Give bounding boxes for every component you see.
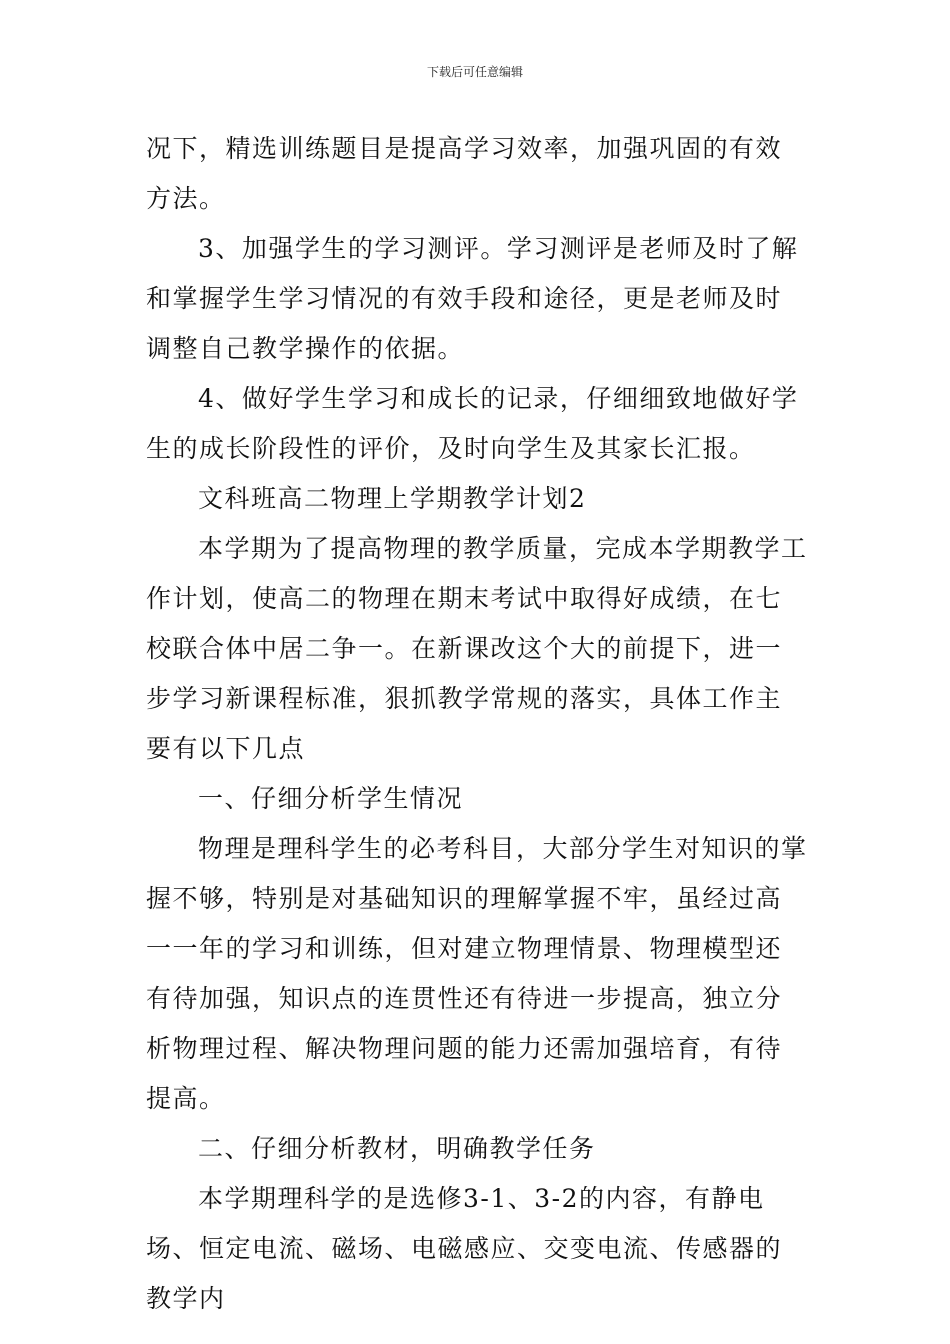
heading-student-analysis: 一、仔细分析学生情况 [198, 784, 464, 813]
heading-textbook-analysis: 二、仔细分析教材，明确教学任务 [198, 1134, 596, 1163]
section-title: 文科班高二物理上学期教学计划2 [198, 484, 587, 513]
paragraph-continued: 况下，精选训练题目是提高学习效率，加强巩固的有效方法。 [146, 134, 783, 213]
paragraph-student-analysis: 物理是理科学生的必考科目，大部分学生对知识的掌握不够，特别是对基础知识的理解掌握不牢，虽经过高一一年的学习和训练，但对建立物理情景、物理模型还有待加强，知识点的连贯性还有待进一步提高，独立分析物理过程、解决物理问题的能力还需加强培育，有待提高。 [146, 834, 808, 1113]
paragraph-intro: 本学期为了提高物理的教学质量，完成本学期教学工作计划，使高二的物理在期末考试中取得好成绩，在七校联合体中居二争一。在新课改这个大的前提下，进一步学习新课程标准，狠抓教学常规的落实，具体工作主要有以下几点 [146, 534, 808, 763]
paragraph-textbook-analysis: 本学期理科学的是选修3-1、3-2的内容，有静电场、恒定电流、磁场、电磁感应、交变电流、传感器的教学内 [146, 1184, 783, 1313]
document-body [146, 124, 808, 1324]
paragraph-item-4: 4、做好学生学习和成长的记录，仔细细致地做好学生的成长阶段性的评价，及时向学生及其家长汇报。 [146, 384, 799, 463]
paragraph-item-3: 3、加强学生的学习测评。学习测评是老师及时了解和掌握学生学习情况的有效手段和途径，更是老师及时调整自己教学操作的依据。 [146, 234, 799, 363]
page-header-note: 下载后可任意编辑 [426, 65, 523, 79]
